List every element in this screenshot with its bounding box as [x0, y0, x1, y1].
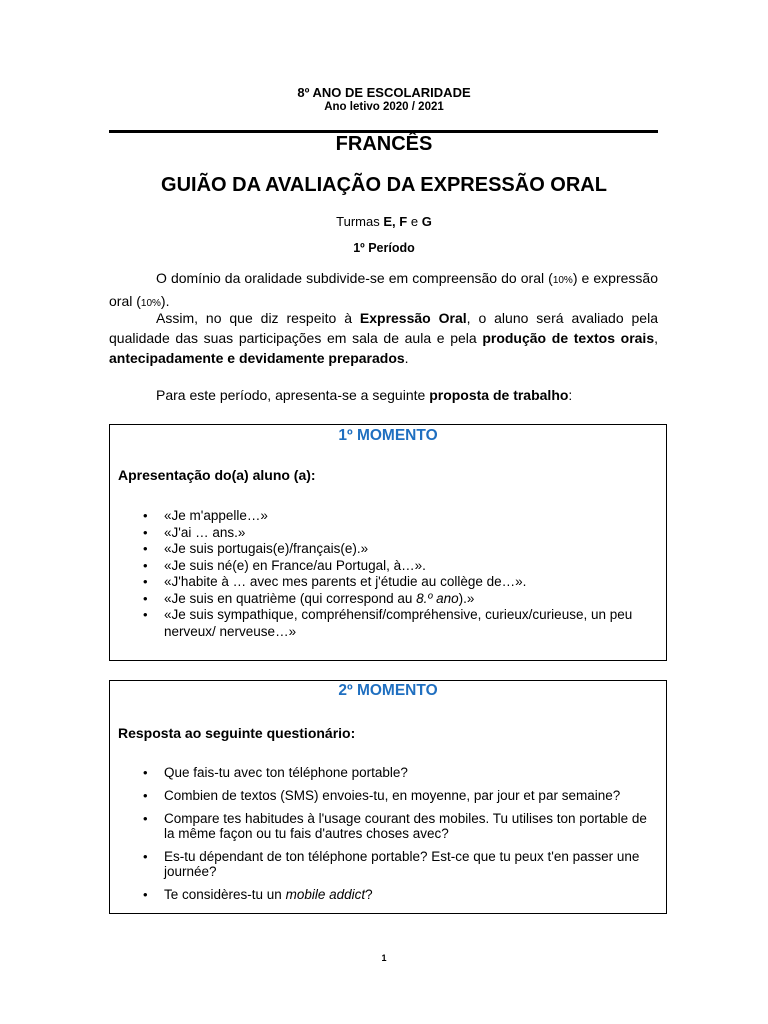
list-item-italic: mobile addict — [285, 887, 366, 902]
momento-1-box — [109, 424, 667, 661]
list-item: • «Je suis sympathique, compréhensif/compréhensive, curieux/curieuse, un peu nerveux/ nerveuse…» — [110, 607, 666, 640]
percentage-oral-comprehension: 10% — [552, 275, 573, 286]
list-item — [110, 591, 666, 608]
intro-bold-text: produção de textos orais — [482, 330, 655, 346]
momento-2-list — [110, 765, 666, 910]
classes-prefix: Turmas — [336, 214, 384, 229]
list-item: • Compare tes habitudes à l'usage courant des mobiles. Tu utilises ton portable de la même façon ou tu fais d'autres choses avec? — [110, 811, 666, 841]
document-title: FRANCÊS — [335, 133, 433, 155]
classes-and: e — [407, 214, 422, 229]
intro-text: , — [654, 330, 658, 346]
intro-paragraph-3 — [109, 385, 658, 405]
momento-1-list — [110, 508, 666, 640]
school-year-heading: 8º ANO DE ESCOLARIDADE — [297, 85, 471, 100]
list-item: • Es-tu dépendant de ton téléphone portable? Est-ce que tu peux t'en passer une journée? — [110, 849, 666, 879]
list-item: • «J'ai … ans.» — [110, 525, 666, 542]
list-item-text: ? — [365, 887, 373, 902]
percentage-oral-expression: 10% — [140, 298, 161, 309]
list-item-text: «Je suis en quatrième (qui correspond au — [164, 590, 417, 606]
list-item: • «Je suis portugais(e)/français(e).» — [110, 541, 666, 558]
list-item-italic: 8.º ano — [416, 590, 459, 606]
class-g: G — [421, 214, 432, 229]
intro-paragraph-2 — [109, 308, 658, 368]
momento-2-box — [109, 680, 667, 914]
list-item — [110, 887, 666, 902]
intro-text: Para este período, apresenta-se a seguinte — [156, 387, 430, 403]
momento-1-subheading: Apresentação do(a) aluno (a): — [118, 467, 316, 483]
academic-year-heading: Ano letivo 2020 / 2021 — [324, 101, 444, 113]
list-item: • Combien de textos (SMS) envoies-tu, en moyenne, par jour et par semaine? — [110, 788, 666, 803]
class-e: E, — [383, 214, 396, 229]
list-item-text: ).» — [458, 590, 475, 606]
intro-bold-text: proposta de trabalho — [429, 387, 569, 403]
period-label: 1º Período — [353, 241, 415, 255]
intro-bold-text: Expressão Oral — [359, 310, 467, 326]
document-subtitle: GUIÃO DA AVALIAÇÃO DA EXPRESSÃO ORAL — [161, 174, 607, 196]
intro-text: ). — [160, 293, 170, 309]
momento-1-heading: 1º MOMENTO — [338, 427, 438, 444]
intro-text: . — [404, 350, 409, 366]
intro-text: : — [568, 387, 573, 403]
momento-2-subheading: Resposta ao seguinte questionário: — [118, 725, 356, 741]
list-item: • «J'habite à … avec mes parents et j'étudie au collège de…». — [110, 574, 666, 591]
list-item: • Que fais-tu avec ton téléphone portable? — [110, 765, 666, 780]
list-item-text: Te considères-tu un — [164, 887, 286, 902]
page-number: 1 — [381, 953, 387, 963]
momento-2-heading: 2º MOMENTO — [338, 682, 438, 699]
list-item: • «Je suis né(e) en France/au Portugal, à…». — [110, 558, 666, 575]
list-item: • «Je m'appelle…» — [110, 508, 666, 525]
classes-line — [0, 214, 768, 229]
class-f: F — [399, 214, 408, 229]
intro-text: O domínio da oralidade subdivide-se em compreensão do oral ( — [156, 270, 553, 286]
intro-text: Assim, no que diz respeito à — [156, 310, 360, 326]
intro-bold-text: antecipadamente e devidamente preparados — [109, 350, 405, 366]
intro-text: , o aluno será avaliado pela qualidade das suas participações em sala de aula e pela — [109, 310, 658, 346]
intro-text: ) e expressão oral ( — [109, 270, 658, 309]
